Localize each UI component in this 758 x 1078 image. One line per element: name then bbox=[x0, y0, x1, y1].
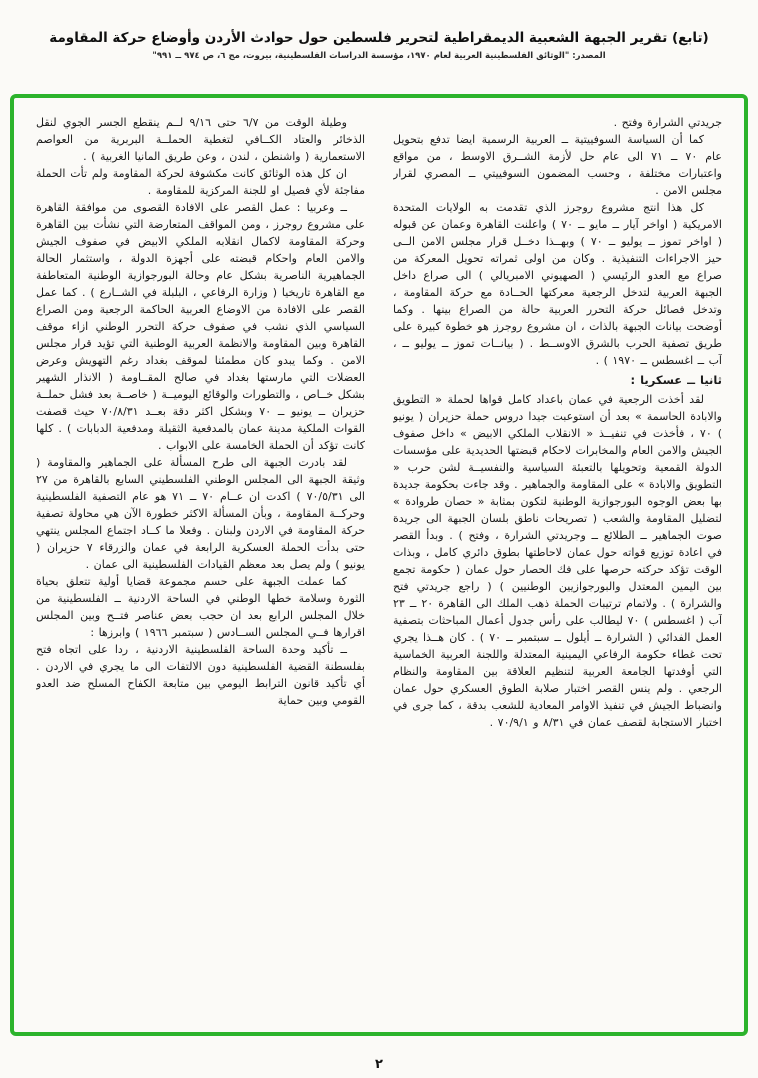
paragraph: كما عملت الجبهة على حسم مجموعة قضايا أولية تتعلق بحياة الثورة وسلامة خطها الوطني في الساحة الاردنية ــ الفلسطينية من خلال المجلس الرابع بعد ان حجب بعض عناصر فتــح وبين المجلس اقرارها فــي المجلس الســادس ( سبتمبر ١٩٦٦ ) وابرزها : bbox=[36, 575, 365, 639]
paragraph: وطيلة الوقت من ٦/٧ حتى ٩/١٦ لــم ينقطع الجسر الجوي لنقل الذخائر والعتاد الكــافي لتغطية الحملــة البربرية من العواصم الاستعمارية ( واشنطن ، لندن ، وعن طريق المانيا الغربية ) . bbox=[36, 116, 365, 163]
paragraph: جريدتي الشرارة وفتح . bbox=[613, 116, 722, 129]
left-column bbox=[36, 114, 365, 1022]
paragraph: ــ تأكيد وحدة الساحة الفلسطينية الاردنية ، ردا على اتجاه فتح بفلسطنة القضية الفلسطينية دون الالتفات الى ما يجري في الاردن . أي تأكيد قانون الترابط اليومي بين متابعة الكفاح المسلح ضد العدو القومي وبين حماية bbox=[36, 643, 365, 707]
document-title: (تابع) تقرير الجبهة الشعبية الديمقراطية لتحرير فلسطين حول حوادث الأردن وأوضاع حركة المقاومة bbox=[49, 30, 709, 46]
content-border-box bbox=[10, 94, 748, 1036]
page-number: ٢ bbox=[375, 1057, 383, 1072]
paragraph: لقد بادرت الجبهة الى طرح المسألة على الجماهير والمقاومة ( وثيقة الجبهة الى المجلس الوطني الفلسطيني السابع بالقاهرة من ٢٧ الى ٧٠/٥/٣١ ) اكدت ان عــام ٧٠ ــ ٧١ هو عام التصفية الفلسطينية وحركــة المقاومة ، وبأن المسألة الاكثر خطورة الآن هي محاولة تصفية حركة المقاومة في الاردن ولبنان . وفعلا ما كــاد اجتماع المجلس ينتهي حتى بدأت الحملة العسكرية الرابعة في عمان والزرقاء ٧ حزيران ( يونيو ) ولم يصل بعد معظم القيادات الفلسطينية الى عمان . bbox=[36, 456, 365, 571]
section-heading-military: ثانيا ــ عسكريا : bbox=[630, 373, 722, 387]
two-column-layout bbox=[36, 114, 722, 1022]
source-line: المصدر: "الوثائق الفلسطينية العربية لعام ١٩٧٠، مؤسسة الدراسات الفلسطينية، بيروت، مج ٦، ص ٩٧٤ ــ ٩٩١" bbox=[152, 51, 606, 61]
paragraph: كل هذا انتج مشروع روجرز الذي تقدمت به الولايات المتحدة الامريكية ( اواخر آيار ــ مايو ــ ٧٠ ) واعلنت القاهرة وعمان عن قبوله ( اواخر تموز ــ يوليو ــ ٧٠ ) وبهــذا دخــل قرار مجلس الامن الــى حيز الاجراءات التنفيذية . وكان من اولى ثمراته تحويل المعركة من صراع مع العدو الرئيسي ( الصهيوني الامبريالي ) الى صراع داخل الجبهة العربية لتدخل الرجعية معركتها الحــادة مع حركة المقاومة ، وتدخل فصائل حركة التحرر العربية حالة من الصراع بينها . وكما أوضحت بيانات الجبهة بالذات ، ان مشروع روجرز هو خطوة كبيرة على طريق تصفية الحرب بالشرق الاوســط . ( بيانــات تموز ــ يوليو ــ ، آب ــ اغسطس ــ ١٩٧٠ ) . bbox=[393, 201, 722, 367]
paragraph: لقد أخذت الرجعية في عمان باعداد كامل قواها لحملة « التطويق والابادة الحاسمة » بعد أن استوعبت جيدا دروس حملة حزيران ( يونيو ) ٧٠ ، فأخذت في تنفيــذ « الانقلاب الملكي الابيض » داخل صفوف الجيش والامن العام والمخابرات لاحكام قبضتها الحديدية على مؤسسات الدولة القمعية وتحويلها بالتعبئة السياسية والنفسيــة لشن حرب « التطويق والابادة » على المقاومة والجماهير . وقد جاءت بحكومة جديدة بها بعض الوجوه البورجوازية الوطنية لتكون بمثابة « حصان طروادة » لتضليل المقاومة والشعب ( تصريحات ناطق بلسان الجبهة الى جريدة صوت الجماهير ــ الطلائع ــ وجريدتي الشرارة ، وفتح ) . وبدأ القصر في اعادة توزيع قواته حول عمان لاحاطتها بطوق دائري كامل ، وبذات الوقت تؤكد حركته حرصها على فك الحصار حول عمان ( حكومة تجمع بين اليمين المعتدل والبورجوازيين الوطنيين ) ( راجع جريدتي فتح والشرارة ) . ولاتمام ترتيبات الحملة ذهب الملك الى القاهرة ٢٠ ــ ٢٣ آب ( اغسطس ) ٧٠ ليطالب على رأس جدول أعمال المباحثات بتصفية العمل الفدائي ( الشرارة ــ أيلول ــ سبتمبر ــ ٧٠ ) . كان هــذا يجري تحت غطاء حكومة الرفاعي اليمينية المعتدلة واللجنة العربية الخماسية التي أوفدتها الجامعة العربية لتنظيم العلاقة بين المقاومة والنظام الرجعي . ولم ينس القصر اختبار صلابة الطوق العسكري حول عمان وانضباط الجيش في تنفيذ الاوامر المعادية للشعب بدقة ، كما جرى في اختبار الاستجابة لقصف عمان في ٨/٣١ و ٧٠/٩/١ . bbox=[393, 393, 722, 729]
paragraph: كما أن السياسة السوفييتية ــ العربية الرسمية ايضا تدفع بتحويل عام ٧٠ ــ ٧١ الى عام حل لأزمة الشــرق الاوسط ، من مواقع واعتبارات مختلفة ، وحسب المضمون السوفييتي ــ المصري لقرار مجلس الامن . bbox=[393, 133, 722, 197]
document-header bbox=[0, 30, 758, 61]
paragraph: ان كل هذه الوثائق كانت مكشوفة لحركة المقاومة ولم تأت الحملة مفاجئة لأي فصيل او للجنة المركزية للمقاومة . bbox=[36, 167, 365, 197]
paragraph: ــ وعربيا : عمل القصر على الافادة القصوى من موافقة القاهرة على مشروع روجرز ، ومن المواقف المتعارضة التي نشأت بين القاهرة وحركة المقاومة لاكمال انقلابه الملكي الابيض في صفوف الجيش والامن العام واحكام قبضته على أجهزة الدولة ، واستثمار الحالة الجماهيرية الناصرية بشكل عام وحالة البورجوازية الوطنية المتعاطفة مع القاهرة تاريخيا ( وزارة الرفاعي ، البلبلة في الشــارع ) . كما عمل القصر على الافادة من الاوضاع العربية الحاكمة الرجعية ومن الصراع السياسي الذي نشب في صفوف حركة التحرر الوطني ازاء موقف القاهرة وبين المقاومة والانظمة العربية الوطنية التي تؤيد قرار مجلس الامن . وكما يبدو كان مطمئنا لموقف بغداد رغم التهويش وعرض العضلات التي مارستها بغداد في صالح المقــاومة ( الانذار الشهير بشكل خــاص ، والتطورات والوقائع اليوميــة ( خاصــة بعد فشل حملــة حزيران ــ يونيو ــ ٧٠ وبشكل اكثر دقة بعــد ٧٠/٨/٣١ حيث قصفت القوات الملكية مدينة عمان بالمدفعية الثقيلة ومدفعية الدبابات ) . كلها كانت تؤكد أن الحملة الخامسة على الابواب . bbox=[36, 201, 365, 452]
right-column bbox=[393, 114, 722, 1022]
